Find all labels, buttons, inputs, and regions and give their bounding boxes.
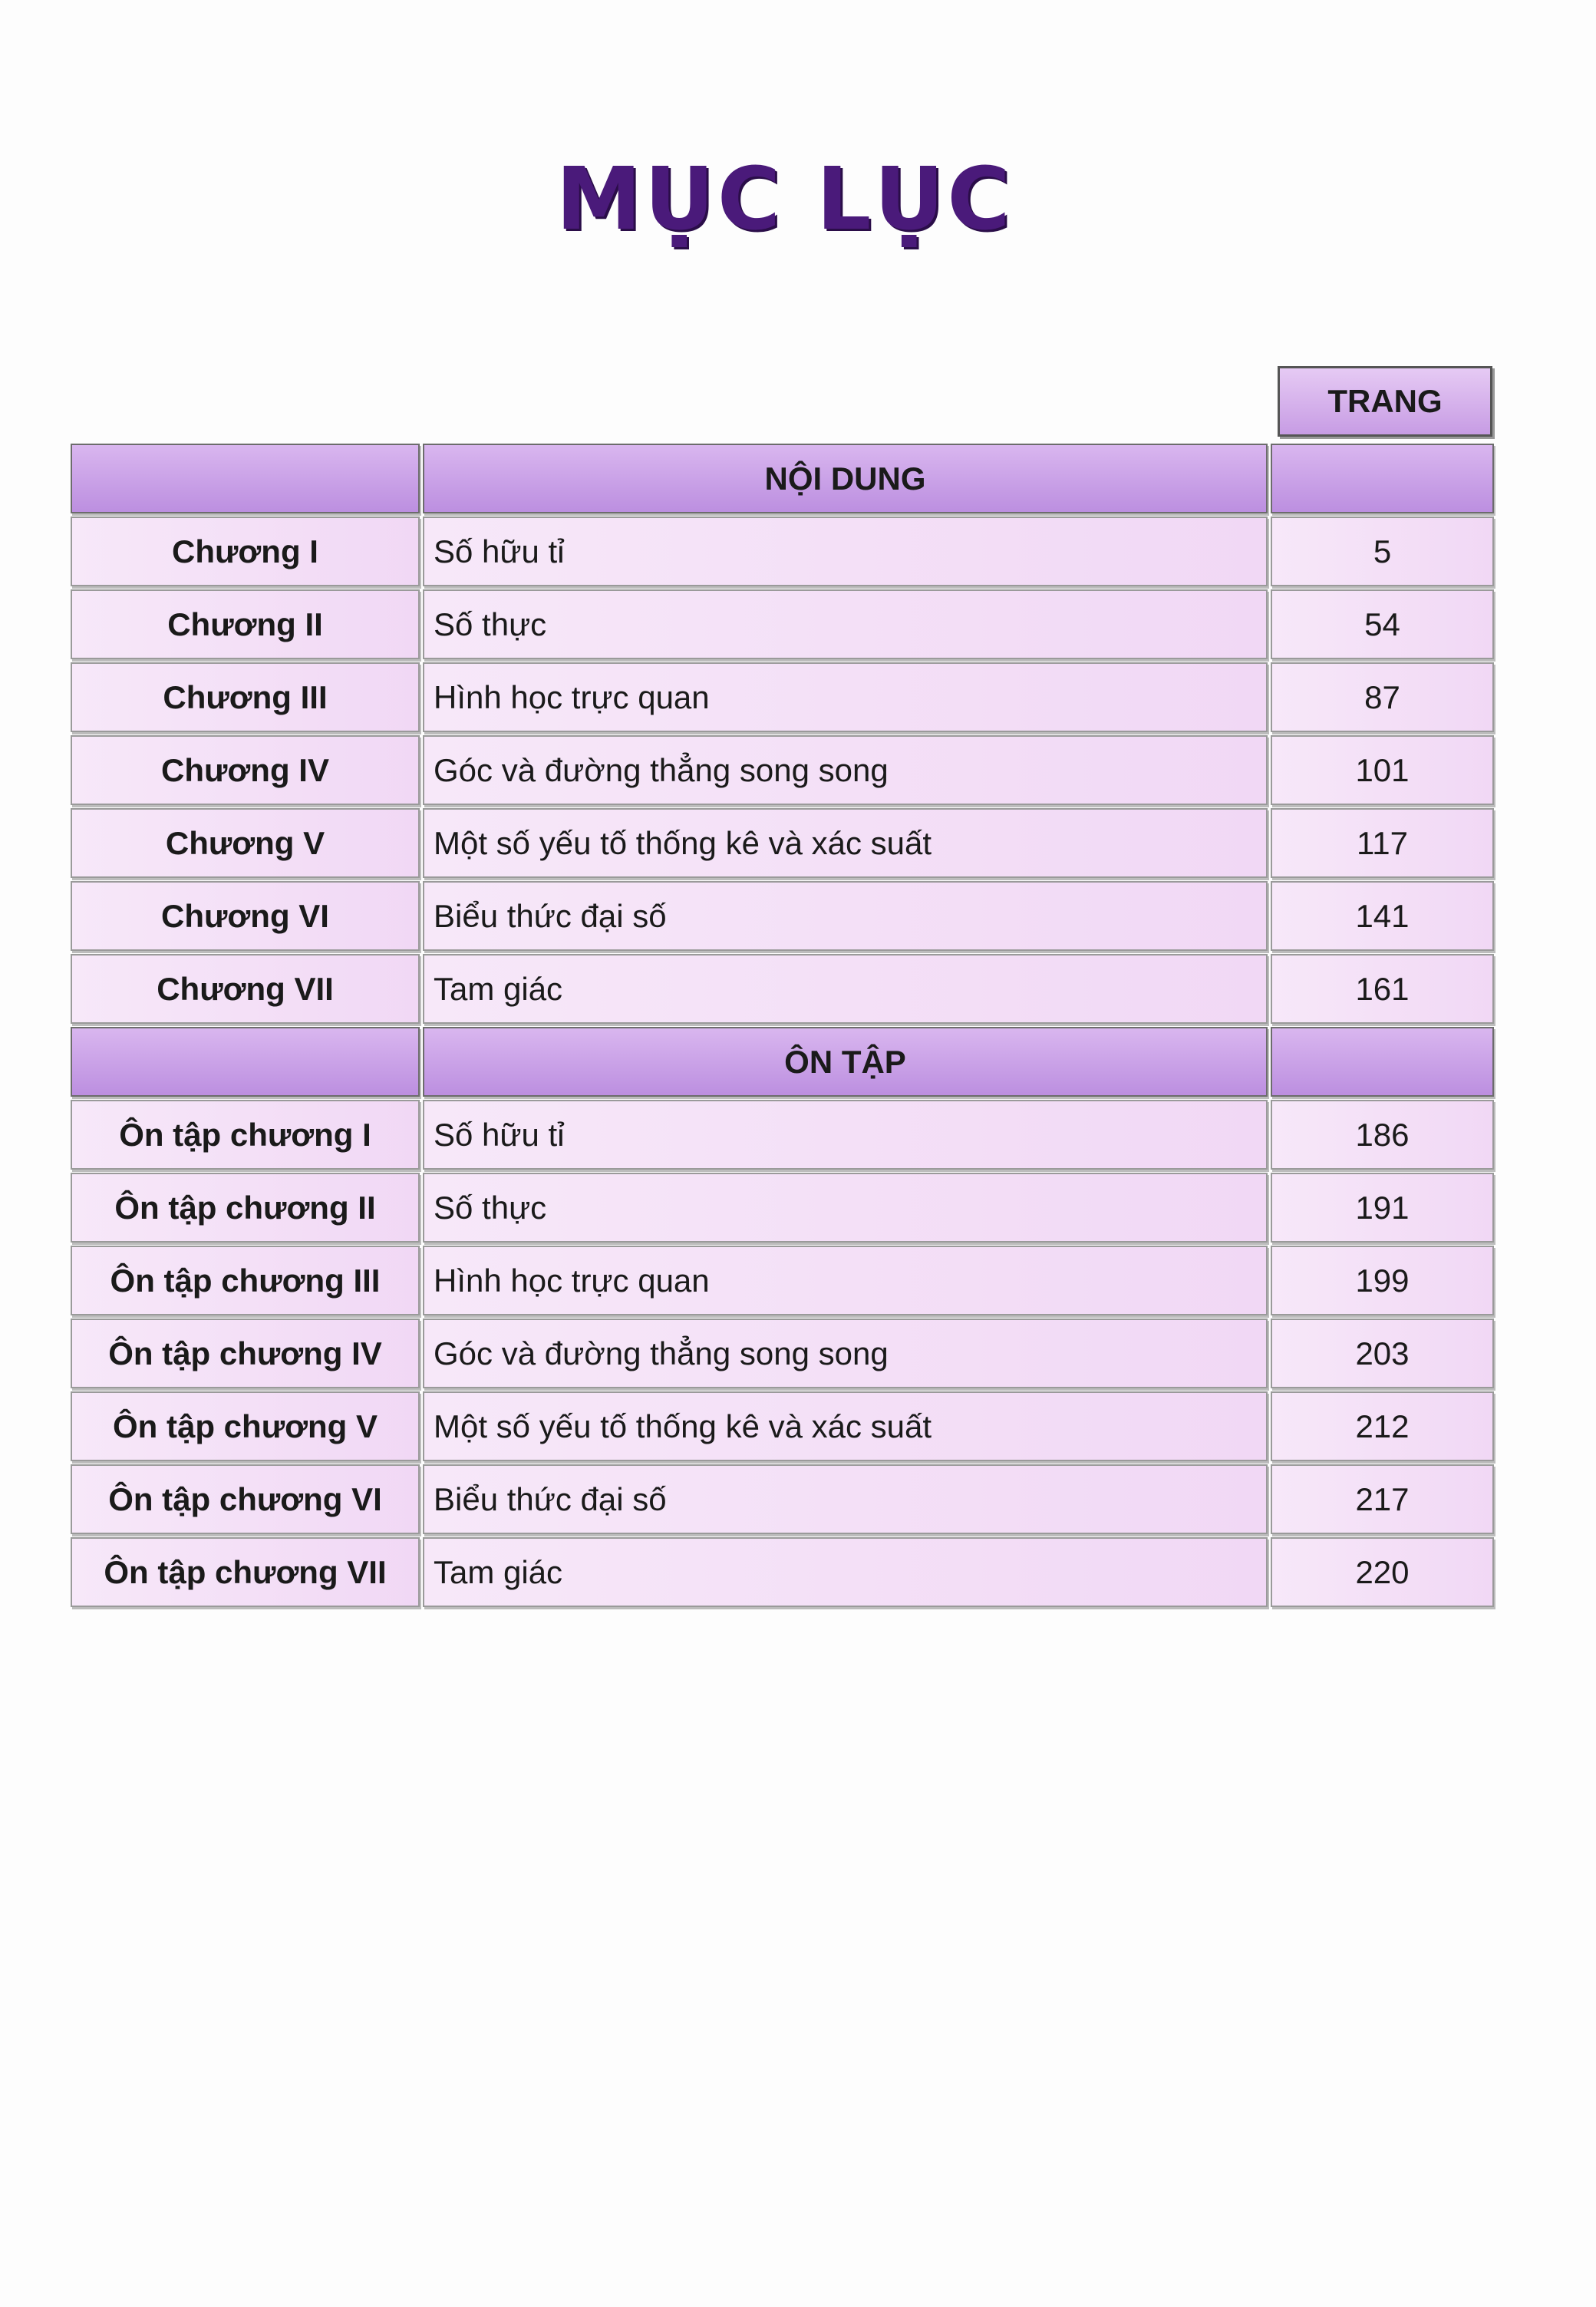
- page-number: 101: [1271, 735, 1494, 805]
- chapter-label: Ôn tập chương VII: [71, 1537, 420, 1607]
- chapter-label: Chương II: [71, 589, 420, 659]
- toc-row: [71, 1173, 1494, 1243]
- page-column-header: TRANG: [1278, 366, 1492, 437]
- toc-row: [71, 589, 1494, 659]
- topic-label: Tam giác: [423, 954, 1268, 1024]
- chapter-label: Ôn tập chương I: [71, 1100, 420, 1170]
- topic-label: Góc và đường thẳng song song: [423, 1319, 1268, 1388]
- toc-row: [71, 881, 1494, 951]
- chapter-label: Ôn tập chương II: [71, 1173, 420, 1243]
- toc-table: [71, 444, 1494, 1610]
- topic-label: Biểu thức đại số: [423, 1464, 1268, 1534]
- topic-label: Một số yếu tố thống kê và xác suất: [423, 808, 1268, 878]
- page-number: 54: [1271, 589, 1494, 659]
- chapter-label: Ôn tập chương IV: [71, 1319, 420, 1388]
- toc-row: [71, 662, 1494, 732]
- chapter-label: Ôn tập chương III: [71, 1246, 420, 1315]
- section-header-blank: [71, 1027, 420, 1097]
- section-header-blank: [71, 444, 420, 513]
- topic-label: Số hữu tỉ: [423, 1100, 1268, 1170]
- chapter-label: Chương VI: [71, 881, 420, 951]
- toc-row: [71, 1100, 1494, 1170]
- chapter-label: Chương III: [71, 662, 420, 732]
- page-number: 117: [1271, 808, 1494, 878]
- chapter-label: Chương V: [71, 808, 420, 878]
- page-number: 141: [1271, 881, 1494, 951]
- toc-row: [71, 808, 1494, 878]
- page-number: 186: [1271, 1100, 1494, 1170]
- toc-row: [71, 1319, 1494, 1388]
- topic-label: Hình học trực quan: [423, 662, 1268, 732]
- page-number: 161: [1271, 954, 1494, 1024]
- topic-label: Số thực: [423, 589, 1268, 659]
- toc-row: [71, 1464, 1494, 1534]
- section-page-blank: [1271, 444, 1494, 513]
- topic-label: Số thực: [423, 1173, 1268, 1243]
- chapter-label: Ôn tập chương VI: [71, 1464, 420, 1534]
- chapter-label: Chương VII: [71, 954, 420, 1024]
- topic-label: Một số yếu tố thống kê và xác suất: [423, 1391, 1268, 1461]
- page-title: MỤC LỤC: [556, 150, 1014, 249]
- toc-row: [71, 1537, 1494, 1607]
- topic-label: Biểu thức đại số: [423, 881, 1268, 951]
- chapter-label: Ôn tập chương V: [71, 1391, 420, 1461]
- page-number: 191: [1271, 1173, 1494, 1243]
- toc-row: [71, 954, 1494, 1024]
- toc-row: [71, 1391, 1494, 1461]
- page-number: 220: [1271, 1537, 1494, 1607]
- topic-label: Góc và đường thẳng song song: [423, 735, 1268, 805]
- section-header: [71, 1027, 1494, 1097]
- toc-row: [71, 517, 1494, 586]
- toc-row: [71, 1246, 1494, 1315]
- page-number: 87: [1271, 662, 1494, 732]
- topic-label: Tam giác: [423, 1537, 1268, 1607]
- page-number: 5: [1271, 517, 1494, 586]
- page-number: 203: [1271, 1319, 1494, 1388]
- section-heading: NỘI DUNG: [423, 444, 1268, 513]
- topic-label: Hình học trực quan: [423, 1246, 1268, 1315]
- topic-label: Số hữu tỉ: [423, 517, 1268, 586]
- page-number: 199: [1271, 1246, 1494, 1315]
- section-page-blank: [1271, 1027, 1494, 1097]
- section-header: [71, 444, 1494, 513]
- section-heading: ÔN TẬP: [423, 1027, 1268, 1097]
- toc-row: [71, 735, 1494, 805]
- page-number: 212: [1271, 1391, 1494, 1461]
- chapter-label: Chương I: [71, 517, 420, 586]
- page-number: 217: [1271, 1464, 1494, 1534]
- chapter-label: Chương IV: [71, 735, 420, 805]
